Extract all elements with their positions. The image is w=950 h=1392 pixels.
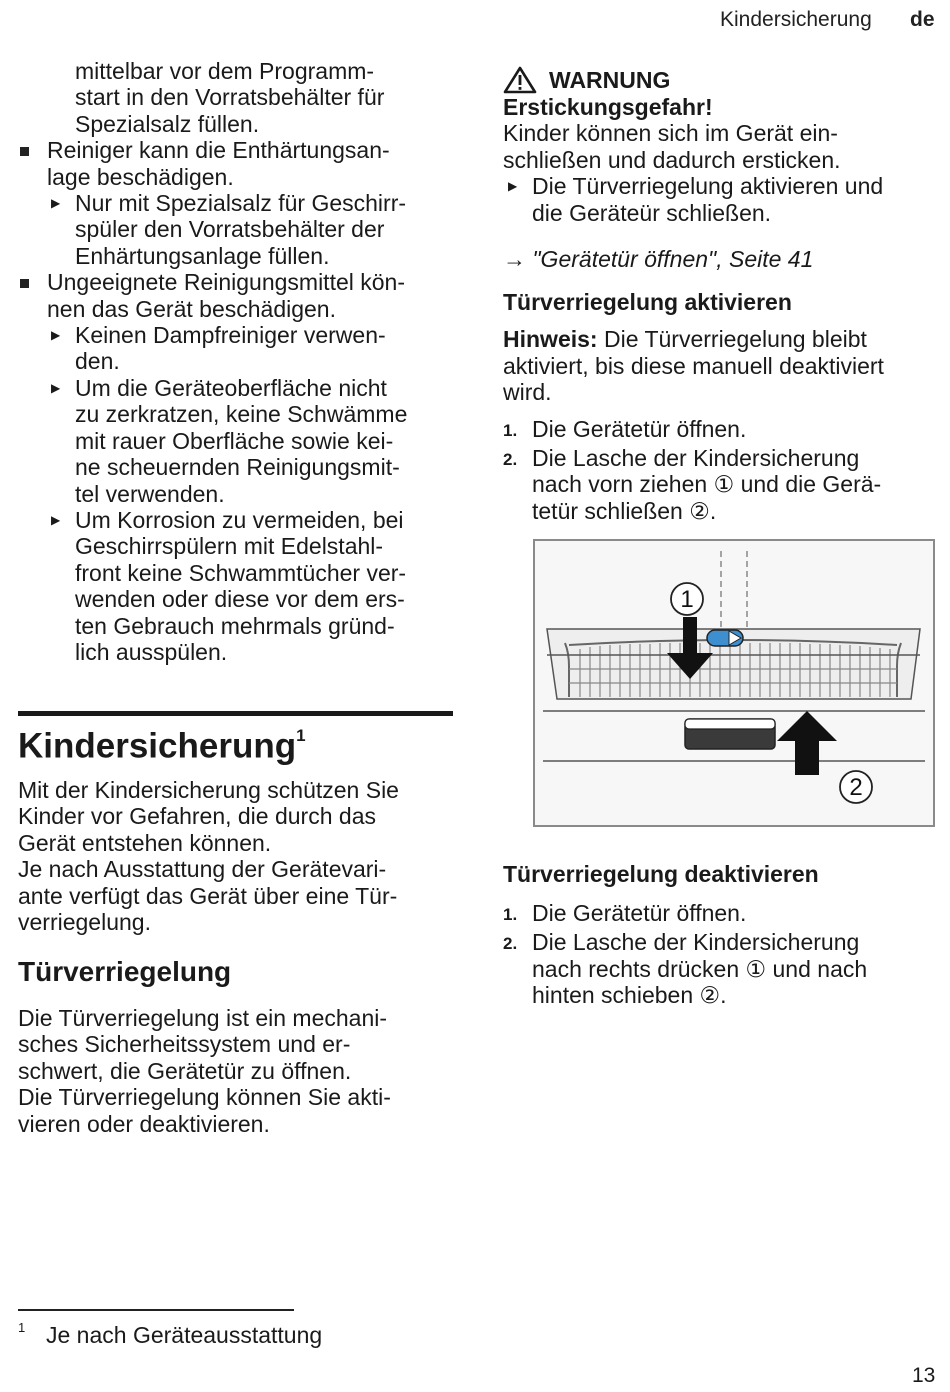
step-number: 1.	[503, 420, 518, 440]
text-line: wenden oder diese vor dem ers-	[75, 586, 405, 613]
right-column	[503, 66, 938, 524]
warning-action	[503, 173, 938, 226]
text-line: Um die Geräteoberfläche nicht	[75, 374, 387, 401]
triangle-bullet-icon: ▶	[51, 512, 61, 527]
text-line: Ungeeignete Reinigungsmittel kön-	[47, 269, 405, 296]
text-line: nach vorn ziehen ① und die Gerä-	[532, 471, 882, 498]
deactivate-steps	[503, 900, 938, 1009]
callout-1: 1	[680, 586, 694, 613]
text-line: Geschirrspülern mit Edelstahl-	[75, 533, 384, 560]
text-line: hinten schieben ②.	[532, 982, 727, 1009]
text-line: nach rechts drücken ① und nach	[532, 955, 868, 982]
square-bullet-icon	[20, 147, 29, 156]
step-number: 1.	[503, 905, 518, 924]
text-line: tel verwenden.	[75, 480, 225, 507]
warning-heading	[503, 66, 938, 94]
cross-reference[interactable]	[503, 246, 938, 272]
text-line: Die Türverriegelung ist ein mechani-	[18, 1005, 388, 1031]
section-divider	[18, 711, 453, 716]
text-line: Die Lasche der Kindersicherung	[532, 929, 860, 956]
list-item	[503, 416, 938, 442]
section-intro	[18, 777, 453, 935]
text-line: Reiniger kann die Enthärtungsan-	[47, 137, 390, 164]
left-column	[18, 58, 453, 665]
child-lock-illustration	[533, 539, 935, 827]
text-line: vieren oder deaktivieren.	[18, 1110, 270, 1137]
square-bullet-icon	[20, 279, 29, 288]
activate-steps	[503, 416, 938, 525]
text-line: Kinder können sich im Gerät ein-	[503, 120, 838, 147]
callout-2: 2	[849, 774, 863, 801]
sub-bullet-item	[18, 375, 453, 507]
triangle-bullet-icon: ▶	[51, 196, 61, 211]
warning-label: WARNUNG	[549, 66, 671, 93]
bullet-item	[18, 269, 453, 322]
text-line: tetür schließen ②.	[532, 497, 717, 524]
note	[503, 326, 938, 405]
text-line: verriegelung.	[18, 909, 151, 936]
text-line: ten Gebrauch mehrmals gründ-	[75, 612, 395, 639]
text-line: spüler den Vorratsbehälter der	[75, 216, 385, 243]
triangle-bullet-icon: ▶	[508, 179, 518, 194]
text-line: Die Türverriegelung bleibt	[603, 326, 867, 353]
text-line: Die Gerätetür öffnen.	[532, 415, 747, 442]
footnote-reference: 1	[296, 726, 306, 745]
running-header-language: de	[910, 8, 935, 31]
text-line: aktiviert, bis diese manuell deaktiviert	[503, 352, 884, 379]
continued-text	[18, 58, 453, 137]
text-line: lage beschädigen.	[47, 163, 234, 190]
text-line: die Geräteür schließen.	[532, 199, 772, 226]
subsection-text	[18, 1005, 453, 1137]
text-line: Die Türverriegelung aktivieren und	[532, 173, 884, 200]
text-line: mittelbar vor dem Programm-	[75, 58, 375, 84]
text-line: nen das Gerät beschädigen.	[47, 295, 336, 322]
subsection-title: Türverriegelung	[18, 956, 232, 987]
running-header-section: Kindersicherung	[720, 8, 872, 31]
text-line: Keinen Dampfreiniger verwen-	[75, 322, 386, 349]
text-line: Kinder vor Gefahren, die durch das	[18, 803, 376, 830]
triangle-bullet-icon: ▶	[51, 380, 61, 395]
footnote-mark: 1	[18, 1320, 26, 1335]
section-title	[18, 718, 306, 769]
text-line: Um Korrosion zu vermeiden, bei	[75, 506, 404, 533]
text-line: Gerät entstehen können.	[18, 829, 272, 856]
deactivate-title: Türverriegelung deaktivieren	[503, 861, 819, 887]
text-line: front keine Schwammtücher ver-	[75, 559, 407, 586]
page-number: 13	[912, 1364, 936, 1387]
activate-title: Türverriegelung aktivieren	[503, 289, 792, 316]
text-line: Die Lasche der Kindersicherung	[532, 445, 860, 472]
text-line: start in den Vorratsbehälter für	[75, 84, 385, 111]
text-line: ne scheuernden Reinigungsmit-	[75, 454, 400, 481]
warning-subtitle: Erstickungsgefahr!	[503, 94, 713, 120]
dishwasher-door-lock-drawing	[535, 541, 933, 825]
text-line: ante verfügt das Gerät über eine Tür-	[18, 882, 398, 909]
warning-triangle-icon	[503, 66, 537, 94]
text-line: mit rauer Oberfläche sowie kei-	[75, 427, 394, 454]
text-line: sches Sicherheitssystem und er-	[18, 1031, 351, 1058]
list-item	[503, 929, 938, 1008]
text-line: lich ausspülen.	[75, 638, 228, 665]
bullet-item	[18, 137, 453, 190]
list-item	[503, 900, 938, 926]
text-line: Die Gerätetür öffnen.	[532, 900, 747, 926]
text-line: schwert, die Gerätetür zu öffnen.	[18, 1057, 352, 1084]
cross-reference-text[interactable]: "Gerätetür öffnen", Seite 41	[532, 246, 814, 273]
footnote-text: Je nach Geräteausstattung	[46, 1322, 323, 1348]
arrow-right-icon: →	[503, 246, 526, 273]
text-line: Die Türverriegelung können Sie akti-	[18, 1084, 391, 1111]
step-number: 2.	[503, 934, 518, 954]
text-line: schließen und dadurch ersticken.	[503, 146, 841, 173]
text-line: Enhärtungsanlage füllen.	[75, 242, 330, 269]
text-line: den.	[75, 348, 120, 375]
note-label: Hinweis:	[503, 326, 598, 353]
section-title-text: Kindersicherung	[18, 726, 297, 766]
step-number: 2.	[503, 450, 518, 470]
triangle-bullet-icon: ▶	[51, 328, 61, 343]
list-item	[503, 445, 938, 524]
text-line: Nur mit Spezialsalz für Geschirr-	[75, 190, 407, 217]
text-line: wird.	[503, 379, 552, 406]
text-line: Je nach Ausstattung der Gerätevari-	[18, 856, 387, 883]
footnote-divider	[18, 1309, 294, 1311]
text-line: Spezialsalz füllen.	[75, 110, 260, 137]
sub-bullet-item	[18, 507, 453, 665]
text-line: Mit der Kindersicherung schützen Sie	[18, 777, 399, 803]
text-line: zu zerkratzen, keine Schwämme	[75, 401, 408, 428]
sub-bullet-item	[18, 190, 453, 269]
sub-bullet-item	[18, 322, 453, 375]
